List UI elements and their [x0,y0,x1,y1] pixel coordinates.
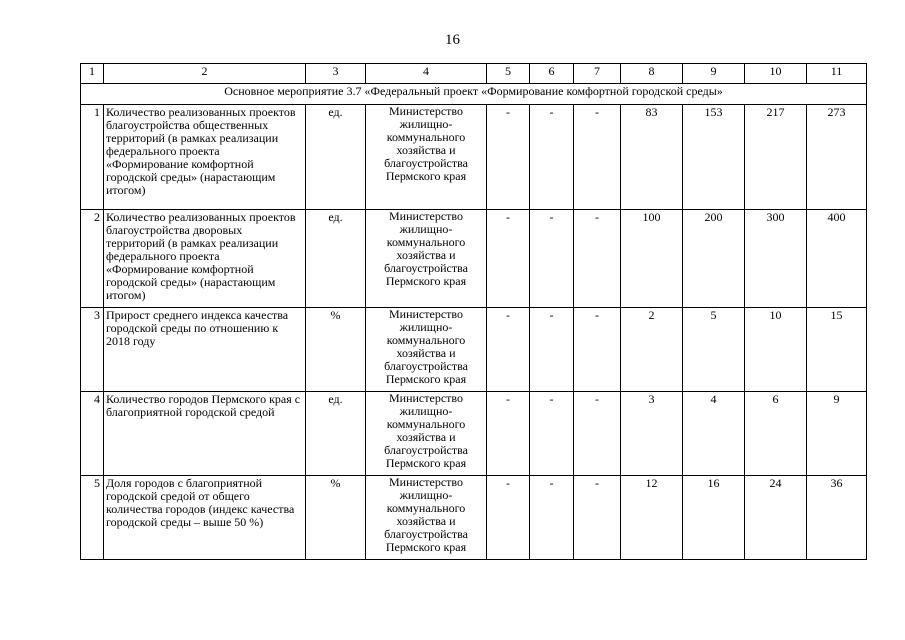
value-cell: - [574,476,621,560]
value-cell: 83 [621,105,683,210]
value-cell: 12 [621,476,683,560]
value-cell: - [487,105,530,210]
row-number: 5 [81,476,104,560]
indicator-table [80,63,867,560]
value-cell: - [487,308,530,392]
table-row [81,476,867,560]
value-cell: - [574,105,621,210]
value-cell: 16 [683,476,745,560]
responsible-cell: Министерство жилищно-коммунального хозяйства и благоустройства Пермского края [366,308,487,392]
value-cell: 153 [683,105,745,210]
header-cell: 11 [807,64,867,84]
row-number: 1 [81,105,104,210]
table-row [81,392,867,476]
value-cell: - [487,392,530,476]
indicator-name: Количество реализованных проектов благоустройства дворовых территорий (в рамках реализации федерального проекта «Формирование комфортной городской среды» (нарастающим итогом) [104,210,306,308]
responsible-cell: Министерство жилищно-коммунального хозяйства и благоустройства Пермского края [366,210,487,308]
row-number: 3 [81,308,104,392]
value-cell: 217 [745,105,807,210]
value-cell: 24 [745,476,807,560]
unit-cell: % [306,308,366,392]
value-cell: 15 [807,308,867,392]
page-number: 16 [445,32,460,48]
row-number: 2 [81,210,104,308]
header-cell: 1 [81,64,104,84]
header-cell: 2 [104,64,306,84]
unit-cell: ед. [306,392,366,476]
responsible-cell: Министерство жилищно-коммунального хозяйства и благоустройства Пермского края [366,105,487,210]
value-cell: - [530,392,574,476]
section-row [81,84,867,105]
header-row [81,64,867,84]
header-cell: 5 [487,64,530,84]
value-cell: 273 [807,105,867,210]
unit-cell: ед. [306,210,366,308]
indicator-name: Количество городов Пермского края с благоприятной городской средой [104,392,306,476]
value-cell: 10 [745,308,807,392]
indicator-name: Прирост среднего индекса качества городской среды по отношению к 2018 году [104,308,306,392]
value-cell: 2 [621,308,683,392]
value-cell: 300 [745,210,807,308]
unit-cell: % [306,476,366,560]
value-cell: 4 [683,392,745,476]
value-cell: - [530,308,574,392]
header-cell: 9 [683,64,745,84]
table-row [81,210,867,308]
header-cell: 3 [306,64,366,84]
header-cell: 4 [366,64,487,84]
header-cell: 8 [621,64,683,84]
value-cell: 3 [621,392,683,476]
value-cell: - [574,210,621,308]
value-cell: - [574,392,621,476]
value-cell: - [487,476,530,560]
value-cell: - [530,210,574,308]
value-cell: 400 [807,210,867,308]
value-cell: - [530,105,574,210]
value-cell: 9 [807,392,867,476]
value-cell: 100 [621,210,683,308]
row-number: 4 [81,392,104,476]
responsible-cell: Министерство жилищно-коммунального хозяйства и благоустройства Пермского края [366,392,487,476]
header-cell: 6 [530,64,574,84]
value-cell: 36 [807,476,867,560]
unit-cell: ед. [306,105,366,210]
value-cell: 200 [683,210,745,308]
responsible-cell: Министерство жилищно-коммунального хозяйства и благоустройства Пермского края [366,476,487,560]
value-cell: 5 [683,308,745,392]
value-cell: 6 [745,392,807,476]
header-cell: 7 [574,64,621,84]
indicator-name: Доля городов с благоприятной городской средой от общего количества городов (индекс качества городской среды – выше 50 %) [104,476,306,560]
indicator-name: Количество реализованных проектов благоустройства общественных территорий (в рамках реализации федерального проекта «Формирование комфортной городской среды» (нарастающим итогом) [104,105,306,210]
value-cell: - [487,210,530,308]
section-title: Основное мероприятие 3.7 «Федеральный проект «Формирование комфортной городской среды» [81,84,867,105]
table-row [81,105,867,210]
header-cell: 10 [745,64,807,84]
value-cell: - [574,308,621,392]
table-row [81,308,867,392]
value-cell: - [530,476,574,560]
